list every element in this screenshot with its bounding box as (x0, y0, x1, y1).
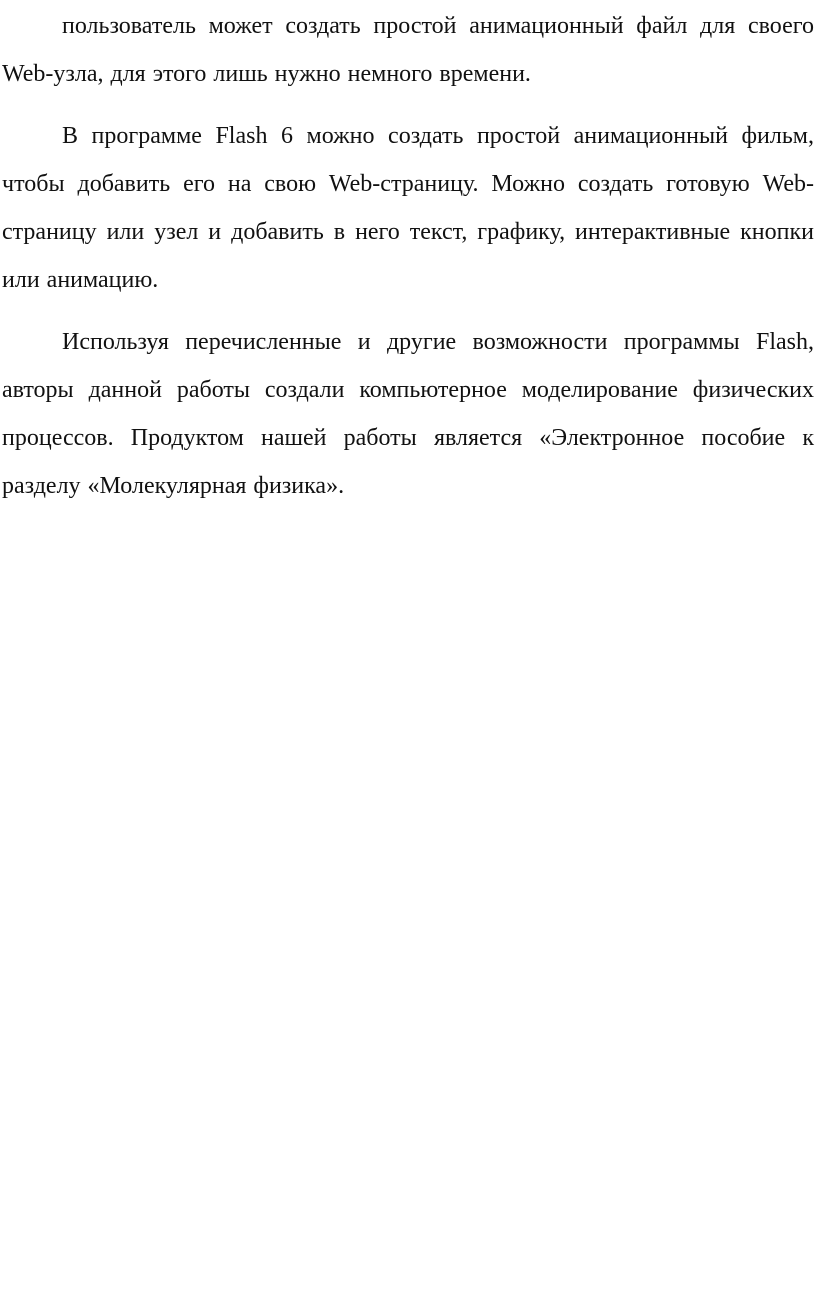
paragraph-3: Используя перечисленные и другие возможности программы Flash, авторы данной работы создали компьютерное моделирование физических процессов. Продуктом нашей работы является «Электронное пособие к разделу «Молекулярная физика». (2, 329, 814, 499)
paragraph-2: В программе Flash 6 можно создать простой анимационный фильм, чтобы добавить его на свою Web-страницу. Можно создать готовую Web-страницу или узел и добавить в него текст, графику, интерактивные кнопки или анимацию. (2, 123, 814, 293)
document-body (2, 2, 814, 510)
paragraph-1: пользователь может создать простой анимационный файл для своего Web-узла, для этого лишь нужно немного времени. (2, 13, 814, 87)
